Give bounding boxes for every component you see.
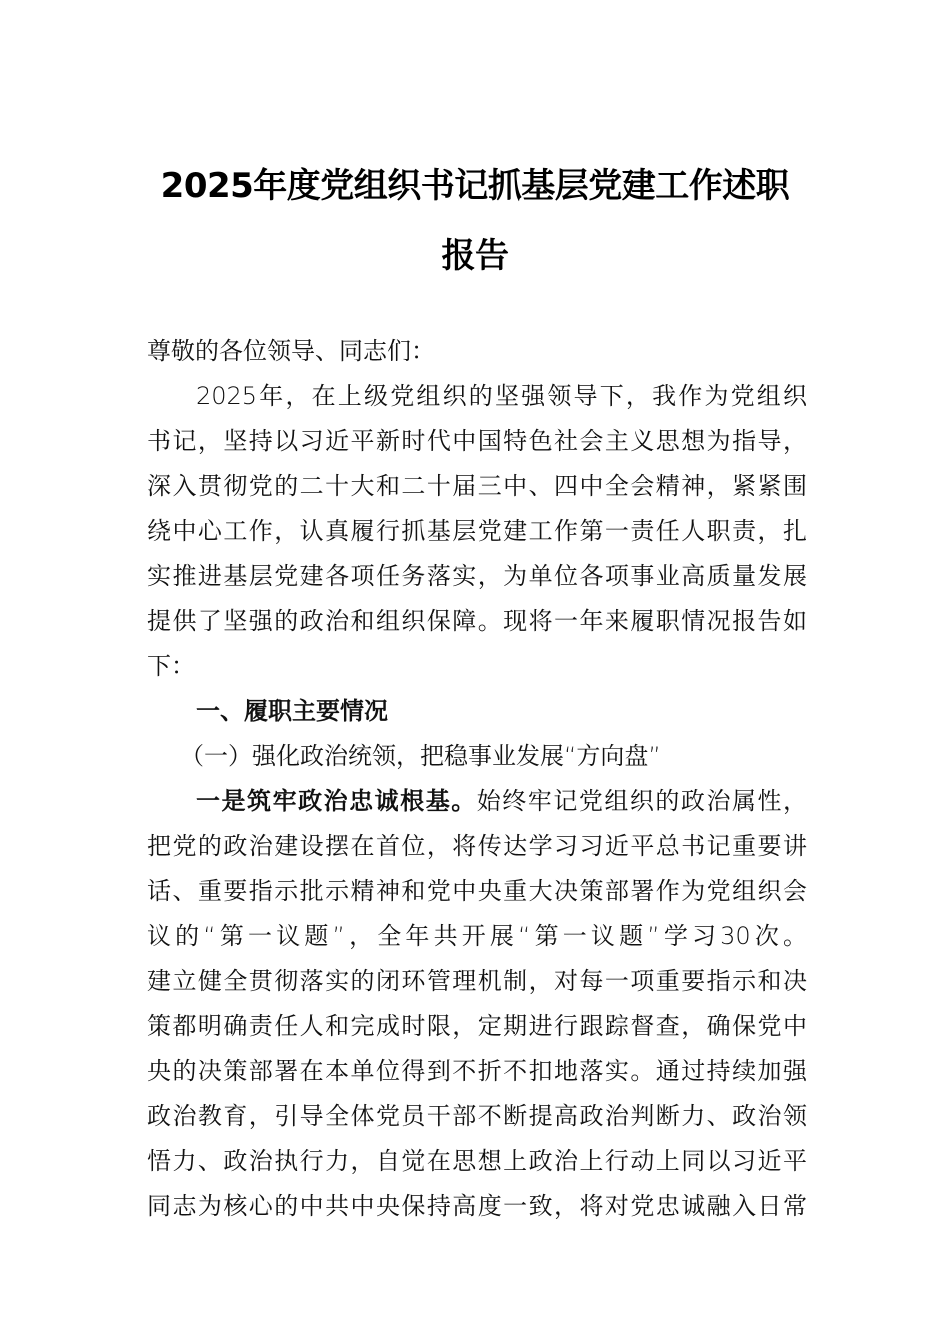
document-title-line-2: 报告: [441, 236, 509, 276]
paragraph-line: 把党的政治建设摆在首位，将传达学习习近平总书记重要讲: [147, 832, 807, 860]
intro-line: 绕中心工作，认真履行抓基层党建工作第一责任人职责，扎: [147, 517, 807, 545]
intro-line: 深入贯彻党的二十大和二十届三中、四中全会精神，紧紧围: [147, 472, 807, 500]
salutation: 尊敬的各位领导、同志们：: [147, 337, 435, 365]
paragraph-first-line: [196, 786, 807, 816]
bold-lead: 一是筑牢政治忠诚根基。: [196, 787, 477, 815]
intro-line: 提供了坚强的政治和组织保障。现将一年来履职情况报告如: [147, 607, 807, 635]
paragraph-line: 议的“第一议题”，全年共开展“第一议题”学习30次。: [147, 922, 807, 950]
lead-rest: 始终牢记党组织的政治属性，: [476, 787, 808, 815]
intro-line: 书记，坚持以习近平新时代中国特色社会主义思想为指导，: [147, 427, 807, 455]
paragraph-line: 悟力、政治执行力，自觉在思想上政治上行动上同以习近平: [147, 1147, 807, 1175]
paragraph-line: 策都明确责任人和完成时限，定期进行跟踪督查，确保党中: [147, 1012, 807, 1040]
paragraph-line: 央的决策部署在本单位得到不折不扣地落实。通过持续加强: [147, 1057, 807, 1085]
section-heading: 一、履职主要情况: [196, 697, 388, 725]
paragraph-line: 话、重要指示批示精神和党中央重大决策部署作为党组织会: [147, 877, 807, 905]
intro-line: 下：: [147, 652, 195, 680]
paragraph-line: 同志为核心的中共中央保持高度一致，将对党忠诚融入日常: [147, 1192, 807, 1220]
intro-line: 2025年，在上级党组织的坚强领导下，我作为党组织: [196, 382, 807, 410]
intro-line: 实推进基层党建各项任务落实，为单位各项事业高质量发展: [147, 562, 807, 590]
paragraph-line: 政治教育，引导全体党员干部不断提高政治判断力、政治领: [147, 1102, 807, 1130]
document-title-line-1: 2025年度党组织书记抓基层党建工作述职: [160, 166, 790, 206]
paragraph-line: 建立健全贯彻落实的闭环管理机制，对每一项重要指示和决: [147, 967, 807, 995]
subsection-heading: （一）强化政治统领，把稳事业发展“方向盘”: [180, 742, 661, 770]
